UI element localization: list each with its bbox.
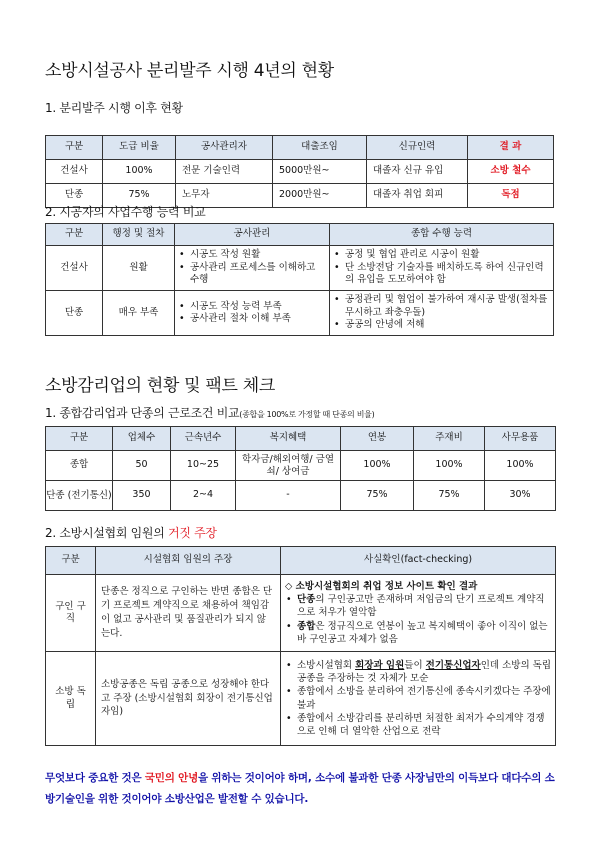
table-cell: 10~25 bbox=[171, 451, 236, 481]
table-cell bbox=[46, 575, 96, 652]
table-header-cell: 연봉 bbox=[341, 427, 414, 451]
table-cell: 대졸자 신규 유입 bbox=[367, 160, 468, 184]
underlined-term: 전기통신업자 bbox=[425, 659, 481, 671]
table-cell: 단종 (전기통신) bbox=[46, 481, 113, 511]
table-cell: - bbox=[236, 481, 341, 511]
table-cell: 2~4 bbox=[171, 481, 236, 511]
table-header-cell: 공사관리자 bbox=[176, 136, 273, 160]
table-cell: 전문 기술인력 bbox=[176, 160, 273, 184]
fact-text: 소방시설협회 bbox=[297, 659, 356, 671]
table-cell: 단종 bbox=[46, 184, 103, 208]
table-cell bbox=[46, 652, 96, 746]
heading-text: 1. 종합감리업과 단종의 근로조건 비교 bbox=[45, 406, 240, 420]
table-cell: 30% bbox=[485, 481, 556, 511]
result-header-cell: 결 과 bbox=[468, 136, 554, 160]
table-cell: 100% bbox=[414, 451, 485, 481]
table-header-cell: 구분 bbox=[46, 547, 96, 575]
list-item: • 시공도 작성 능력 부족 bbox=[178, 301, 326, 313]
closing-text: 을 위하는 것이어야 하며, 소수에 불과한 단종 사장님만의 이득보다 대다수의 소방기술인을 위한 것이어야 소방산업은 발전할 수 있습니다. bbox=[45, 772, 555, 805]
table-cell: 건설사 bbox=[46, 246, 103, 291]
table-cell bbox=[281, 652, 556, 746]
closing-emphasis: 국민의 안녕 bbox=[144, 772, 199, 784]
heading-emphasis: 거짓 주장 bbox=[168, 526, 217, 540]
fact-title: ◇ 소방시설협회의 취업 정보 사이트 확인 결과 bbox=[285, 580, 478, 592]
fact-text: 의 구인공고만 존재하며 저임금의 단기 프로젝트 계약직으로 처우가 열악함 bbox=[297, 594, 545, 619]
list-item: • 공사관리 절차 이해 부족 bbox=[178, 313, 326, 325]
table-header-cell: 근속년수 bbox=[171, 427, 236, 451]
table-header-row bbox=[46, 224, 554, 246]
section1-sub2-heading: 2. 시공자의 사업수행 능력 비교 bbox=[45, 205, 206, 219]
list-item bbox=[285, 620, 551, 647]
bold-term: 종합 bbox=[297, 620, 316, 632]
table-cell: 매우 부족 bbox=[103, 291, 175, 336]
table-header-cell: 종합 수행 능력 bbox=[330, 224, 554, 246]
fact-check-table bbox=[45, 546, 556, 746]
table-row bbox=[46, 160, 554, 184]
table-header-cell: 신규인력 bbox=[367, 136, 468, 160]
section2-sub2-heading bbox=[45, 524, 217, 541]
underlined-term: 회장과 임원 bbox=[355, 659, 405, 671]
section2-title: 소방감리업의 현황 및 팩트 체크 bbox=[45, 376, 276, 396]
list-item: • 공정관리 및 협업이 불가하여 재시공 발생(절차를 무시하고 좌충우돌) bbox=[333, 294, 550, 319]
table-cell: 100% bbox=[103, 160, 176, 184]
table-cell: 대졸자 취업 회피 bbox=[367, 184, 468, 208]
list-item: • 공공의 안녕에 저해 bbox=[333, 319, 550, 331]
table-cell bbox=[281, 575, 556, 652]
table-cell: 100% bbox=[485, 451, 556, 481]
table-cell: 100% bbox=[341, 451, 414, 481]
table-row bbox=[46, 291, 554, 336]
result-cell: 독점 bbox=[468, 184, 554, 208]
table-header-cell: 주재비 bbox=[414, 427, 485, 451]
section1-title: 소방시설공사 분리발주 시행 4년의 현황 bbox=[45, 61, 334, 81]
fact-text: 인데 소방의 독립 공종을 주장하는 것 자체가 모순 bbox=[297, 659, 552, 684]
table-cell bbox=[175, 291, 330, 336]
table-cell: 350 bbox=[113, 481, 171, 511]
table-header-cell: 도급 비율 bbox=[103, 136, 176, 160]
table-header-cell: 사무용품 bbox=[485, 427, 556, 451]
closing-statement bbox=[45, 768, 560, 810]
table-header-cell: 시설협회 임원의 주장 bbox=[96, 547, 281, 575]
table-row bbox=[46, 652, 556, 746]
bold-term: 단종 bbox=[297, 594, 316, 606]
table-row bbox=[46, 246, 554, 291]
table-cell bbox=[330, 246, 554, 291]
table-row bbox=[46, 481, 556, 511]
table-cell: 학자금/해외여행/ 금열쇠/ 상여금 bbox=[236, 451, 341, 481]
heading-text: 2. 소방시설협회 임원의 bbox=[45, 526, 169, 540]
table-cell: 5000만원~ bbox=[273, 160, 367, 184]
table-header-cell: 행정 및 절차 bbox=[103, 224, 175, 246]
list-item: • 공정 및 협업 관리로 시공이 원활 bbox=[333, 249, 550, 261]
working-conditions-table bbox=[45, 426, 556, 511]
table-cell: 원활 bbox=[103, 246, 175, 291]
section1-sub1-heading: 1. 분리발주 시행 이후 현황 bbox=[45, 101, 183, 115]
list-item: • 종합에서 소방감리를 분리하면 처절한 최저가 수의계약 경쟁으로 인해 더 열악한 산업으로 전락 bbox=[285, 712, 551, 739]
table-cell bbox=[330, 291, 554, 336]
table-header-cell: 복지혜택 bbox=[236, 427, 341, 451]
table-header-cell: 구분 bbox=[46, 136, 103, 160]
table-header-row bbox=[46, 136, 554, 160]
fact-text: 들이 bbox=[404, 659, 426, 671]
table-row bbox=[46, 451, 556, 481]
table-cell: 건설사 bbox=[46, 160, 103, 184]
table-header-row bbox=[46, 547, 556, 575]
table-cell: 단종 bbox=[46, 291, 103, 336]
table-header-cell: 대출조임 bbox=[273, 136, 367, 160]
result-cell: 소방 철수 bbox=[468, 160, 554, 184]
list-item bbox=[285, 659, 551, 686]
status-table bbox=[45, 135, 554, 208]
table-cell: 단종은 정직으로 구인하는 반면 종합은 단기 프로젝트 계약직으로 채용하여 책임감이 없고 공사관리 및 품질관리가 되지 않는다. bbox=[96, 575, 281, 652]
table-cell: 75% bbox=[341, 481, 414, 511]
table-cell: 50 bbox=[113, 451, 171, 481]
capability-table bbox=[45, 223, 554, 336]
table-cell: 종합 bbox=[46, 451, 113, 481]
table-header-cell: 구분 bbox=[46, 427, 113, 451]
table-header-cell: 구분 bbox=[46, 224, 103, 246]
row-label: 구인 구직 bbox=[55, 600, 86, 624]
table-cell: 노무자 bbox=[176, 184, 273, 208]
closing-text: 무엇보다 중요한 것은 bbox=[45, 772, 145, 784]
table-header-row bbox=[46, 427, 556, 451]
list-item bbox=[285, 593, 551, 620]
section2-sub1-heading bbox=[45, 404, 374, 421]
row-label: 소방 독립 bbox=[55, 686, 86, 710]
table-cell: 75% bbox=[414, 481, 485, 511]
table-cell: 소방공종은 독립 공종으로 성장해야 한다고 주장 (소방시설협회 회장이 전기통신업자임) bbox=[96, 652, 281, 746]
list-item: • 시공도 작성 원활 bbox=[178, 249, 326, 261]
table-cell: 2000만원~ bbox=[273, 184, 367, 208]
heading-note: (종합을 100%로 가정할 때 단종의 비율) bbox=[239, 410, 375, 419]
fact-text: 은 정규직으로 연봉이 높고 복지혜택이 좋아 이직이 없는바 구인공고 자체가 없음 bbox=[297, 620, 548, 645]
table-header-cell: 공사관리 bbox=[175, 224, 330, 246]
list-item: • 공사관리 프로세스를 이해하고 수행 bbox=[178, 262, 326, 287]
table-header-cell: 업체수 bbox=[113, 427, 171, 451]
list-item: • 종합에서 소방을 분리하여 전기통신에 종속시키겠다는 주장에 불과 bbox=[285, 685, 551, 712]
table-header-cell: 사실확인(fact-checking) bbox=[281, 547, 556, 575]
table-cell: 75% bbox=[103, 184, 176, 208]
table-row bbox=[46, 575, 556, 652]
table-cell bbox=[175, 246, 330, 291]
list-item: • 단 소방전담 기술자를 배치하도록 하여 신규인력의 유입을 도모하여야 함 bbox=[333, 262, 550, 287]
